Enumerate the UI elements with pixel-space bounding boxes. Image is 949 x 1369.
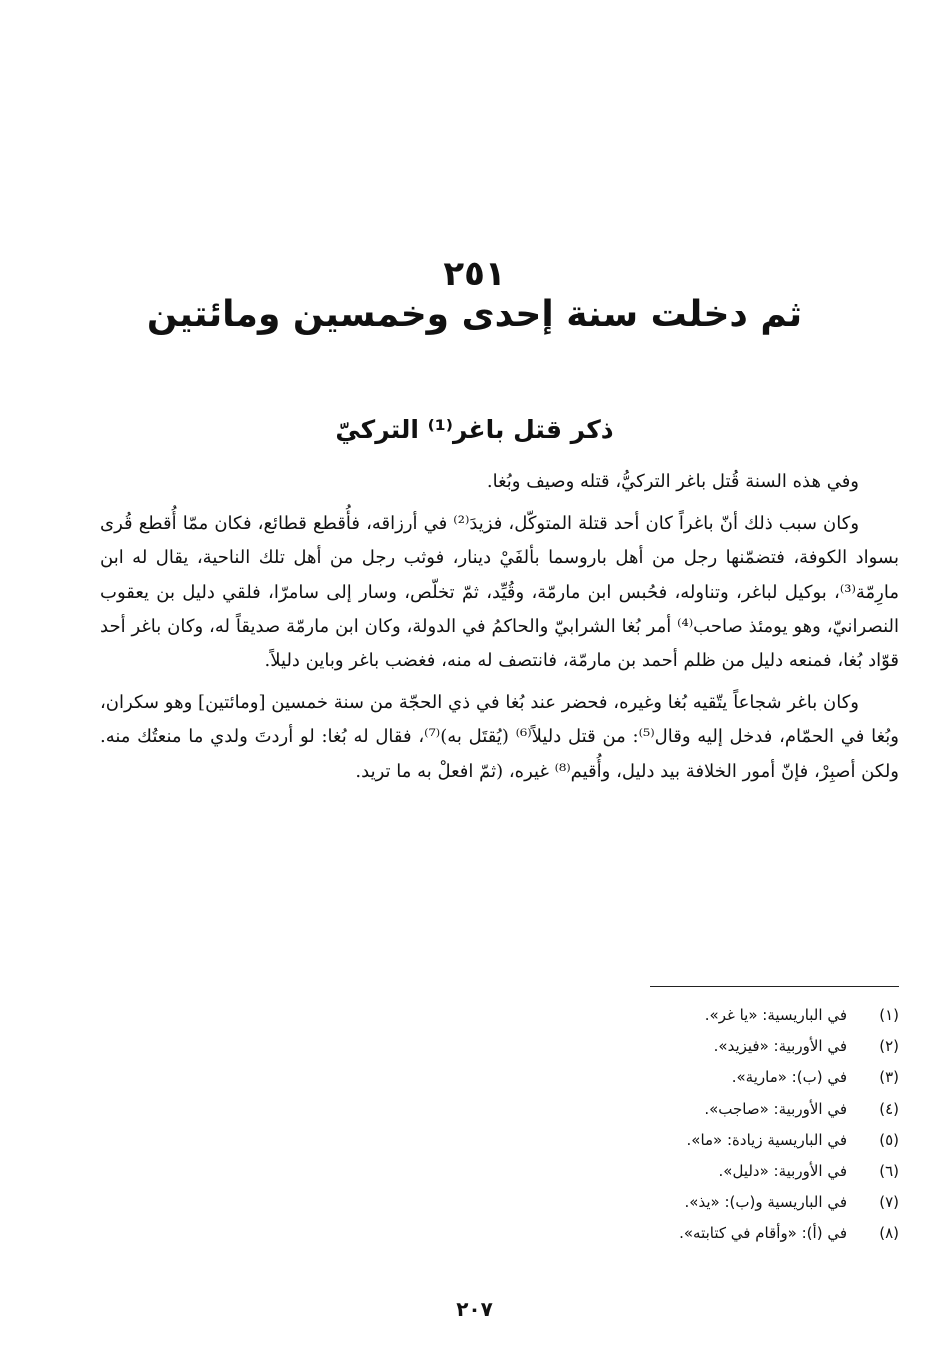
footnote-text: في الباريسية زيادة: «ما». <box>686 1130 847 1149</box>
footnote-number: (٨) <box>879 1224 899 1243</box>
footnote <box>499 1187 899 1218</box>
footnote <box>499 1094 899 1125</box>
footnote <box>499 1218 899 1249</box>
footnote-text: في (أ): «وأقام في كتابته». <box>679 1224 847 1243</box>
footnote <box>499 1000 899 1031</box>
footnote-number: (٥) <box>879 1130 899 1149</box>
footnote-text: في الأوربية: «دليل». <box>718 1161 847 1180</box>
section-title: ذكر قتل باغر⁽¹⁾ التركيّ <box>335 415 614 444</box>
footnote-number: (١) <box>879 1006 899 1024</box>
paragraph: وكان باغر شجاعاً يتّقيه بُغا وغيره، فحضر عند بُغا في ذي الحجّة من سنة خمسين [ومائتين] وهو سكران، وبُغا في الحمّام، فدخل إليه وقال⁽⁵⁾: من قتل دليلاً⁽⁶⁾ (يُقتَل به)⁽⁷⁾، فقال له بُغا: لو أردتَ ولدي ما منعتُك منه. ولكن أصبِرْ، فإنّ أمور الخلافة بيد دليل، وأُقيم⁽⁸⁾ غيره، (ثمّ افعلْ به ما تريد. <box>100 692 899 782</box>
footnote-number: (٦) <box>879 1161 899 1180</box>
footnote-number: (٤) <box>879 1099 899 1118</box>
footnote-text: في (ب): «مارية». <box>731 1068 847 1087</box>
footnote-text: في الأوربية: «فيزيد». <box>713 1037 847 1056</box>
footnote <box>499 1156 899 1187</box>
footnote <box>499 1062 899 1093</box>
footnote-text: في الأوربية: «صاجب». <box>704 1099 847 1118</box>
body-text <box>100 465 899 789</box>
paragraph: وفي هذه السنة قُتل باغر التركيُّ، قتله وصيف وبُغا. <box>486 471 859 492</box>
footnotes-list <box>499 1000 899 1250</box>
year-number: ٢٥١ <box>443 254 506 294</box>
footnote-number: (٣) <box>879 1068 899 1087</box>
footnote <box>499 1125 899 1156</box>
page-number: ٢٠٧ <box>456 1297 493 1321</box>
paragraph: وكان سبب ذلك أنّ باغراً كان أحد قتلة المتوكّل، فزيدَ⁽²⁾ في أرزاقه، فأُقطع قطائع، فكان ممّا أُقطع قُرى بسواد الكوفة، فتضمّنها رجل من أهل باروسما بألفَيْ دينار، فوثب رجل من أهل تلك الناحية، يقال له ابن مارِمّة⁽³⁾، بوكيل لباغر، وتناوله، فحُبس ابن مارمّة، وقُيِّد، ثمّ تخلّص، وسار إلى سامرّا، فلقي دليل بن يعقوب النصرانيّ، وهو يومئذ صاحب⁽⁴⁾ أمر بُغا الشرابيّ والحاكمُ في الدولة، وكان ابن مارمّة صديقاً له، وكان باغر أحد قوّاد بُغا، فمنعه دليل من ظلم أحمد بن مارمّة، فانتصف له منه، فغضب باغر وباين دليلاً. <box>100 513 899 672</box>
chapter-title: ثم دخلت سنة إحدى وخمسين ومائتين <box>146 294 803 335</box>
footnote-text: في الباريسية: «يا غر». <box>704 1006 847 1024</box>
footnote <box>499 1031 899 1062</box>
footnote-number: (٧) <box>879 1193 899 1212</box>
footnote-divider <box>650 986 899 987</box>
footnote-text: في الباريسية و(ب): «يذ». <box>684 1193 847 1212</box>
footnote-number: (٢) <box>879 1037 899 1056</box>
